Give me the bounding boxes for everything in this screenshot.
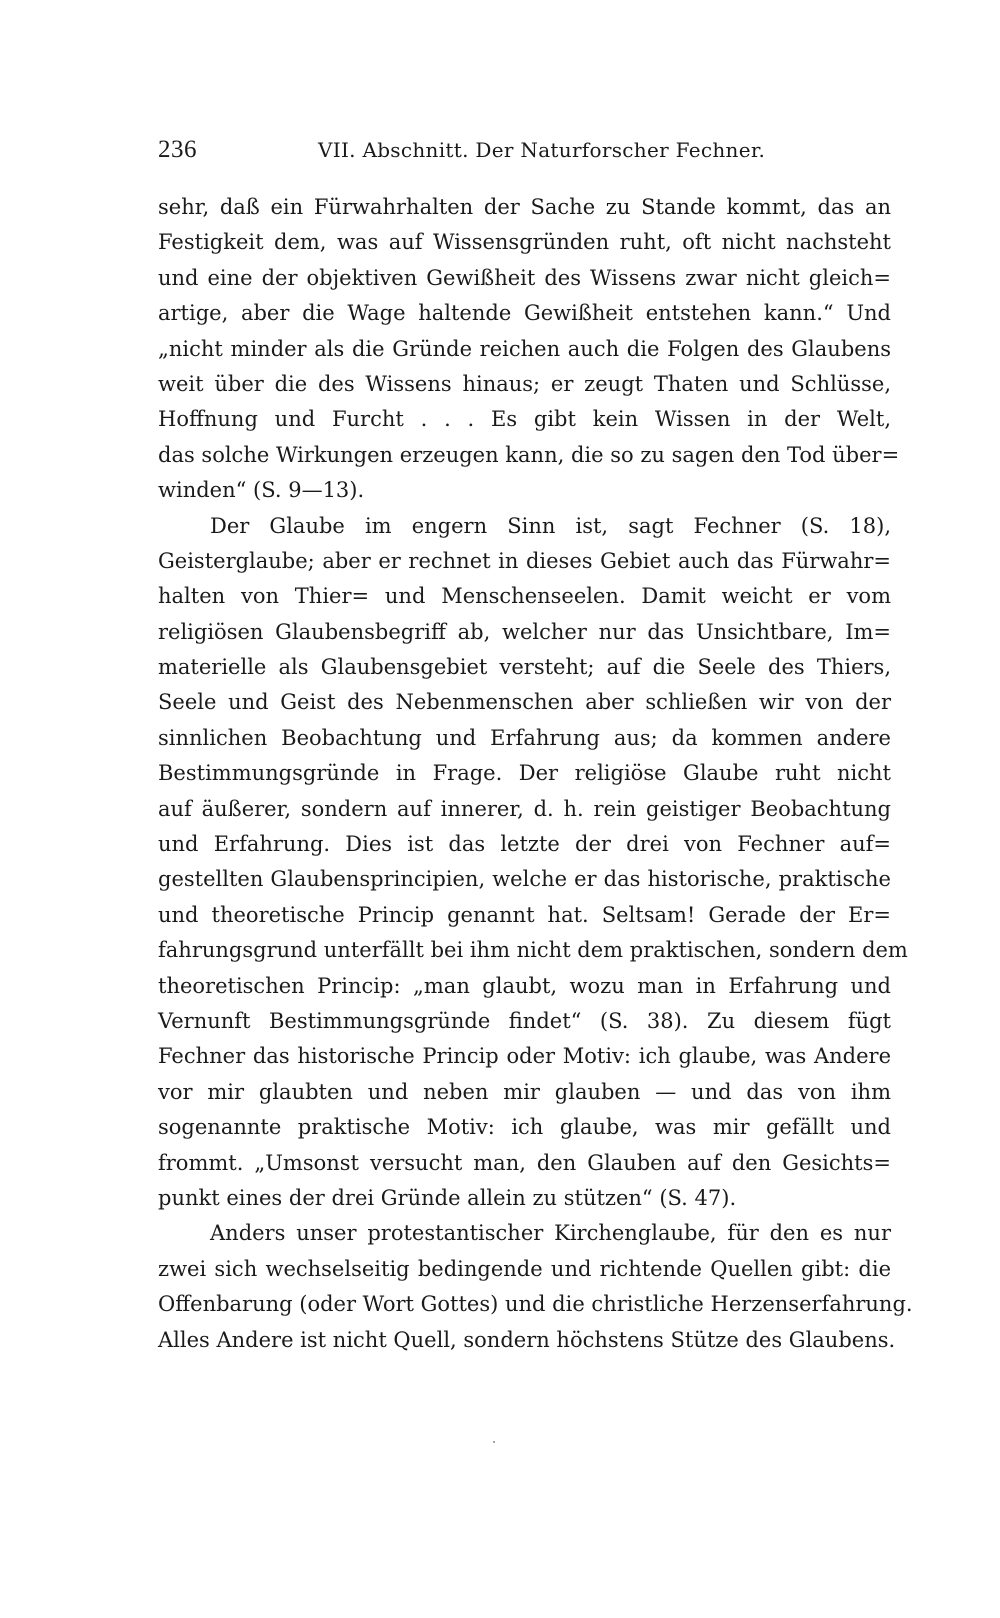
- text-line: sehr, daß ein Fürwahrhalten der Sache zu Stande kommt, das an: [158, 195, 891, 219]
- text-line: das solche Wirkungen erzeugen kann, die so zu sagen den Tod über=: [158, 442, 900, 467]
- text-line: Hoffnung und Furcht . . . Es gibt kein Wissen in der Welt,: [158, 407, 891, 432]
- running-title: VII. Abschnitt. Der Naturforscher Fechner.: [318, 138, 766, 162]
- paragraph-2: [158, 509, 908, 1217]
- text-line: Fechner das historische Princip oder Motiv: ich glaube, was Andere: [158, 1044, 891, 1069]
- text-line: materielle als Glaubensgebiet versteht; auf die Seele des Thiers,: [158, 655, 891, 680]
- text-line: fahrungsgrund unterfällt bei ihm nicht dem praktischen, sondern dem: [158, 938, 908, 963]
- text-line: und theoretische Princip genannt hat. Seltsam! Gerade der Er=: [158, 902, 891, 927]
- text-line: theoretischen Princip: „man glaubt, wozu man in Erfahrung und: [158, 973, 891, 998]
- text-line: gestellten Glaubensprincipien, welche er das historische, praktische: [158, 867, 891, 892]
- text-line: auf äußerer, sondern auf innerer, d. h. rein geistiger Beobachtung: [158, 796, 891, 821]
- paragraph-3: [158, 1216, 913, 1358]
- text-line: Vernunft Bestimmungsgründe findet“ (S. 38). Zu diesem fügt: [158, 1008, 891, 1033]
- running-head: [158, 136, 890, 176]
- text-line: sinnlichen Beobachtung und Erfahrung aus; da kommen andere: [158, 725, 891, 750]
- text-line: Festigkeit dem, was auf Wissensgründen ruht, oft nicht nachsteht: [158, 230, 891, 255]
- text-line: Seele und Geist des Nebenmenschen aber schließen wir von der: [158, 690, 891, 715]
- page-number: 236: [158, 136, 197, 163]
- text-line: frommt. „Umsonst versucht man, den Glauben auf den Gesichts=: [158, 1150, 891, 1175]
- text-line: religiösen Glaubensbegriff ab, welcher nur das Unsichtbare, Im=: [158, 619, 891, 644]
- text-line: zwei sich wechselseitig bedingende und richtende Quellen gibt: die: [158, 1256, 891, 1281]
- body-text: [158, 190, 913, 1358]
- text-line: Offenbarung (oder Wort Gottes) und die christliche Herzenserfahrung.: [158, 1292, 913, 1317]
- text-line: „nicht minder als die Gründe reichen auch die Folgen des Glaubens: [158, 336, 891, 361]
- paragraph-1: [158, 190, 900, 509]
- text-line: winden“ (S. 9—13).: [158, 478, 365, 503]
- text-line: Geisterglaube; aber er rechnet in dieses Gebiet auch das Fürwahr=: [158, 548, 891, 573]
- text-line: und eine der objektiven Gewißheit des Wissens zwar nicht gleich=: [158, 265, 891, 290]
- text-line: vor mir glaubten und neben mir glauben — und das von ihm: [158, 1079, 891, 1104]
- text-line: halten von Thier= und Menschenseelen. Damit weicht er vom: [158, 584, 891, 609]
- text-line: und Erfahrung. Dies ist das letzte der drei von Fechner auf=: [158, 832, 891, 857]
- text-line: Alles Andere ist nicht Quell, sondern höchstens Stütze des Glaubens.: [158, 1327, 896, 1352]
- paper-speck: [493, 1441, 495, 1443]
- text-line: weit über die des Wissens hinaus; er zeugt Thaten und Schlüsse,: [158, 371, 891, 396]
- text-line: punkt eines der drei Gründe allein zu stützen“ (S. 47).: [158, 1185, 737, 1210]
- text-line: artige, aber die Wage haltende Gewißheit entstehen kann.“ Und: [158, 301, 891, 326]
- text-line: Der Glaube im engern Sinn ist, sagt Fechner (S. 18),: [210, 513, 891, 538]
- text-line: Bestimmungsgründe in Frage. Der religiöse Glaube ruht nicht: [158, 761, 891, 786]
- text-line: sogenannte praktische Motiv: ich glaube, was mir gefällt und: [158, 1115, 891, 1140]
- text-line: Anders unser protestantischer Kirchenglaube, für den es nur: [210, 1221, 891, 1246]
